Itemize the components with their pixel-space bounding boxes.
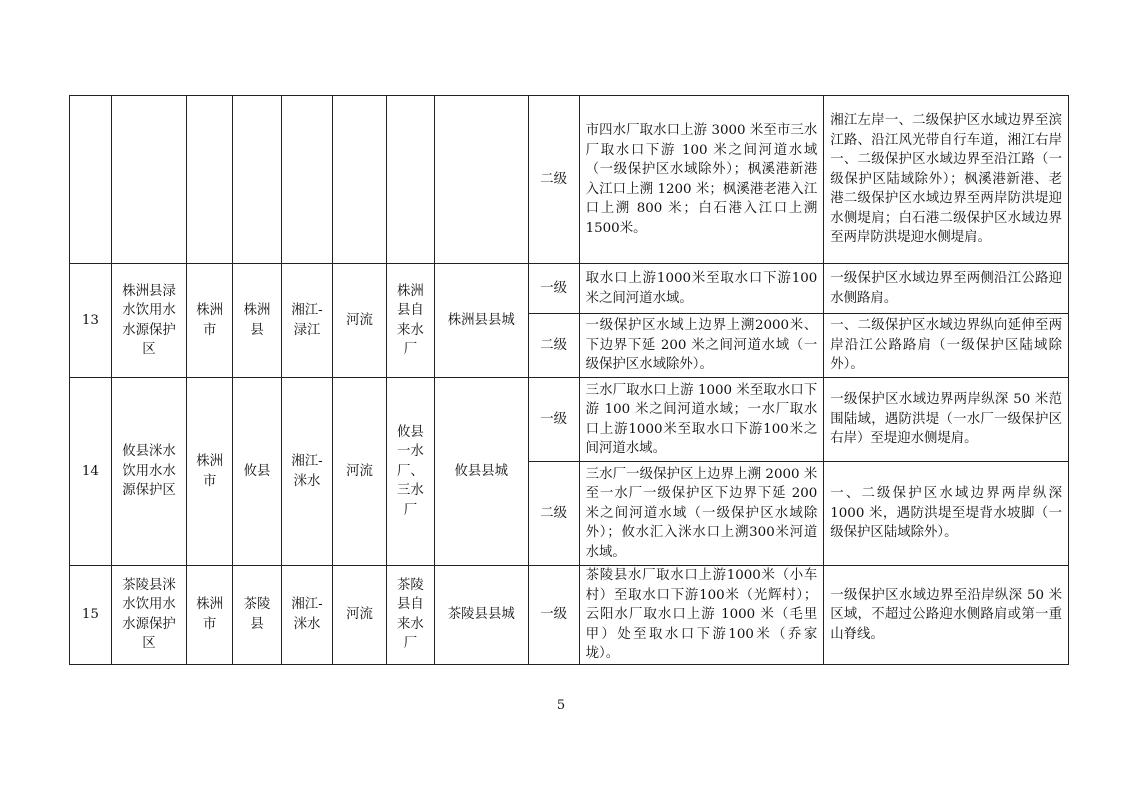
type-cell [332, 96, 386, 264]
water-area-cell: 一级保护区水域上边界上溯2000米、下边界下延 200 米之间河道水域（一级保护区水域除外）。 [579, 314, 824, 378]
county-cell: 攸县 [233, 378, 282, 566]
land-area-cell: 一、二级保护区水域边界纵向延伸至两岸沿江公路路肩（一级保护区陆域除外）。 [824, 314, 1069, 378]
land-area-cell: 一、二级保护区水域边界两岸纵深 1000 米，遇防洪堤至堤背水坡脚（一级保护区陆域除外）。 [824, 462, 1069, 566]
plant-cell: 茶陵县自来水厂 [386, 566, 434, 665]
land-area-cell: 湘江左岸一、二级保护区水域边界至滨江路、沿江风光带自行车道，湘江右岸一、二级保护区水域边界至沿江路（一级保护区陆域除外）；枫溪港新港、老港二级保护区水域边界至两岸防洪堤迎水侧堤肩；白石港二级保护区水域边界至两岸防洪堤迎水侧堤肩。 [824, 96, 1069, 264]
zone-name [111, 96, 186, 264]
water-area-cell: 三水厂取水口上游 1000 米至取水口下游 100 米之间河道水域；一水厂取水口上游1000米至取水口下游100米之间河道水域。 [579, 378, 824, 462]
water-area-cell: 三水厂一级保护区上边界上溯 2000 米至一水厂一级保护区下边界下延 200 米之间河道水域（一级保护区水域除外）；攸水汇入洣水口上溯300米河道水域。 [579, 462, 824, 566]
land-area-cell: 一级保护区水域边界至两侧沿江公路迎水侧路肩。 [824, 264, 1069, 314]
water-system-cell: 湘江-洣水 [281, 566, 332, 665]
type-cell: 河流 [332, 566, 386, 665]
row-number: 14 [70, 378, 112, 566]
service-area-cell: 攸县县城 [434, 378, 528, 566]
city-cell [187, 96, 233, 264]
table-row [70, 378, 1069, 462]
land-area-cell: 一级保护区水域边界至沿岸纵深 50 米区域，不超过公路迎水侧路肩或第一重山脊线。 [824, 566, 1069, 665]
level-cell: 二级 [528, 462, 579, 566]
water-area-cell: 取水口上游1000米至取水口下游100米之间河道水域。 [579, 264, 824, 314]
plant-cell: 株洲县自来水厂 [386, 264, 434, 378]
level-cell: 一级 [528, 378, 579, 462]
row-number [70, 96, 112, 264]
page-number: 5 [556, 698, 566, 713]
county-cell [233, 96, 282, 264]
table-row [70, 566, 1069, 665]
water-system-cell [281, 96, 332, 264]
service-area-cell [434, 96, 528, 264]
row-number: 13 [70, 264, 112, 378]
table-row [70, 264, 1069, 314]
water-area-cell: 茶陵县水厂取水口上游1000米（小车村）至取水口下游100米（光辉村）；云阳水厂取水口上游 1000 米（毛里甲）处至取水口下游100米（乔家垅）。 [579, 566, 824, 665]
zone-name: 攸县洣水饮用水水源保护区 [111, 378, 186, 566]
row-number: 15 [70, 566, 112, 665]
county-cell: 株洲县 [233, 264, 282, 378]
plant-cell: 攸县一水厂、三水厂 [386, 378, 434, 566]
water-area-cell: 市四水厂取水口上游 3000 米至市三水厂取水口下游 100 米之间河道水域（一级保护区水域除外）；枫溪港新港入江口上溯 1200 米；枫溪港老港入江口上溯 800 米；白石港入江口上溯1500米。 [579, 96, 824, 264]
plant-cell [386, 96, 434, 264]
type-cell: 河流 [332, 264, 386, 378]
water-system-cell: 湘江-洣水 [281, 378, 332, 566]
level-cell: 二级 [528, 314, 579, 378]
service-area-cell: 茶陵县县城 [434, 566, 528, 665]
level-cell: 一级 [528, 566, 579, 665]
level-cell: 一级 [528, 264, 579, 314]
city-cell: 株洲市 [187, 566, 233, 665]
county-cell: 茶陵县 [233, 566, 282, 665]
protection-zone-table [69, 95, 1069, 665]
land-area-cell: 一级保护区水域边界两岸纵深 50 米范围陆域，遇防洪堤（一水厂一级保护区右岸）至堤迎水侧堤肩。 [824, 378, 1069, 462]
level-cell: 二级 [528, 96, 579, 264]
type-cell: 河流 [332, 378, 386, 566]
service-area-cell: 株洲县县城 [434, 264, 528, 378]
city-cell: 株洲市 [187, 264, 233, 378]
water-system-cell: 湘江-渌江 [281, 264, 332, 378]
table-row [70, 96, 1069, 264]
city-cell: 株洲市 [187, 378, 233, 566]
zone-name: 茶陵县洣水饮用水水源保护区 [111, 566, 186, 665]
zone-name: 株洲县渌水饮用水水源保护区 [111, 264, 186, 378]
